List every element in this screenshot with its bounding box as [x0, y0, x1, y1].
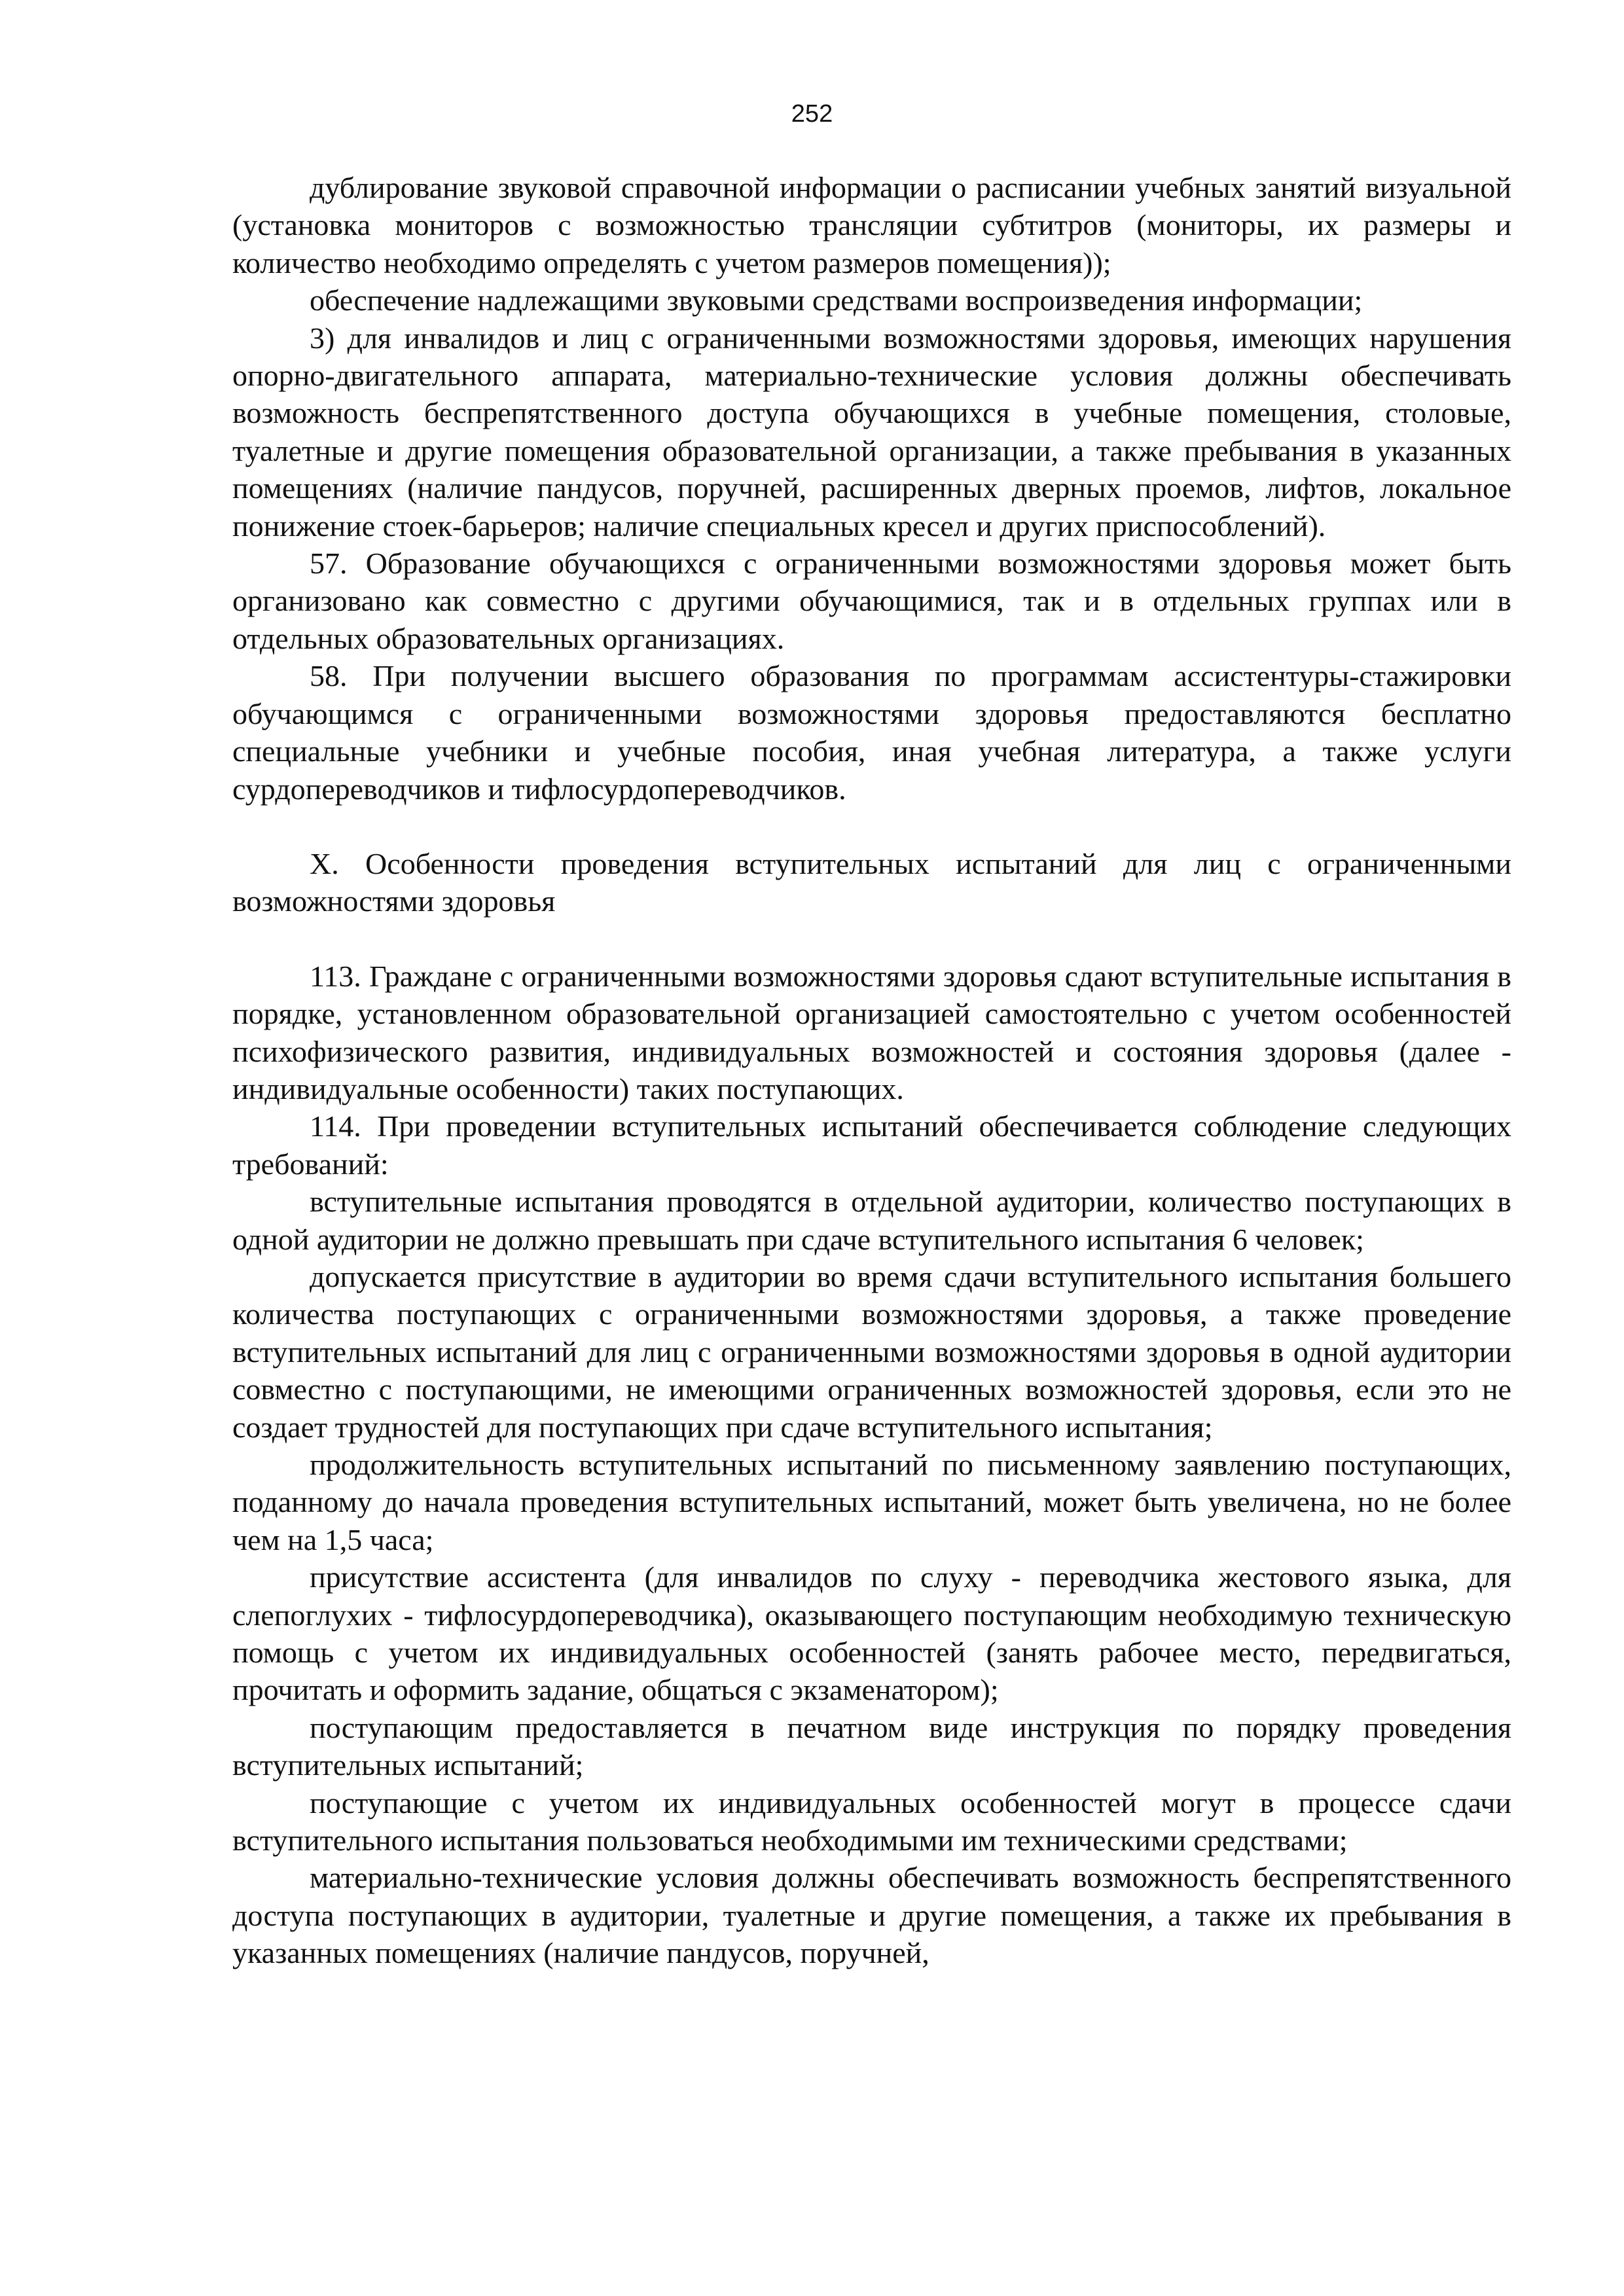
paragraph: 113. Граждане с ограниченными возможностями здоровья сдают вступительные испытания в порядке, установленном образовательной организацией самостоятельно с учетом особенностей психофизического развития, индивидуальных возможностей и состояния здоровья (далее - индивидуальные особенности) таких поступающих. [232, 959, 1511, 1105]
paragraph: 58. При получении высшего образования по программам ассистентуры-стажировки обучающимся с ограниченными возможностями здоровья предоставляются бесплатно специальные учебники и учебные пособия, иная учебная литература, а также услуги сурдопереводчиков и тифлосурдопереводчиков. [232, 659, 1511, 806]
page-number: 252 [791, 100, 833, 128]
list-item: поступающим предоставляется в печатном виде инструкция по порядку проведения вступительных испытаний; [232, 1710, 1511, 1782]
paragraph: обеспечение надлежащими звуковыми средствами воспроизведения информации; [310, 283, 1363, 317]
paragraph: 57. Образование обучающихся с ограниченными возможностями здоровья может быть организовано как совместно с другими обучающимися, так и в отдельных группах или в отдельных образовательных организациях. [232, 547, 1511, 655]
paragraph: 114. При проведении вступительных испытаний обеспечивается соблюдение следующих требований: [232, 1109, 1511, 1181]
list-item: поступающие с учетом их индивидуальных особенностей могут в процессе сдачи вступительного испытания пользоваться необходимыми им техническими средствами; [232, 1785, 1511, 1857]
list-item: материально-технические условия должны обеспечивать возможность беспрепятственного доступа поступающих в аудитории, туалетные и другие помещения, а также их пребывания в указанных помещениях (наличие пандусов, поручней, [232, 1861, 1511, 1970]
paragraph: 3) для инвалидов и лиц с ограниченными возможностями здоровья, имеющих нарушения опорно-двигательного аппарата, материально-технические условия должны обеспечивать возможность беспрепятственного доступа обучающихся в учебные помещения, столовые, туалетные и другие помещения образовательной организации, а также пребывания в указанных помещениях (наличие пандусов, поручней, расширенных дверных проемов, лифтов, локальное понижение стоек-барьеров; наличие специальных кресел и других приспособлений). [232, 321, 1511, 543]
document-body [232, 169, 1511, 1972]
list-item: допускается присутствие в аудитории во время сдачи вступительного испытания большего количества поступающих с ограниченными возможностями здоровья, а также проведение вступительных испытаний для лиц с ограниченными возможностями здоровья в одной аудитории совместно с поступающими, не имеющими ограниченных возможностей здоровья, если это не создает трудностей для поступающих при сдаче вступительного испытания; [232, 1259, 1511, 1444]
section-heading: X. Особенности проведения вступительных испытаний для лиц с ограниченными возможностями здоровья [232, 846, 1511, 918]
list-item: присутствие ассистента (для инвалидов по слуху - переводчика жестового языка, для слепоглухих - тифлосурдопереводчика), оказывающего поступающим необходимую техническую помощь с учетом их индивидуальных особенностей (занять рабочее место, передвигаться, прочитать и оформить задание, общаться с экзаменатором); [232, 1560, 1511, 1707]
list-item: вступительные испытания проводятся в отдельной аудитории, количество поступающих в одной аудитории не должно превышать при сдаче вступительного испытания 6 человек; [232, 1185, 1511, 1256]
list-item: продолжительность вступительных испытаний по письменному заявлению поступающих, поданному до начала проведения вступительных испытаний, может быть увеличена, но не более чем на 1,5 часа; [232, 1448, 1511, 1556]
paragraph: дублирование звуковой справочной информации о расписании учебных занятий визуальной (установка мониторов с возможностью трансляции субтитров (мониторы, их размеры и количество необходимо определять с учетом размеров помещения)); [232, 171, 1511, 279]
